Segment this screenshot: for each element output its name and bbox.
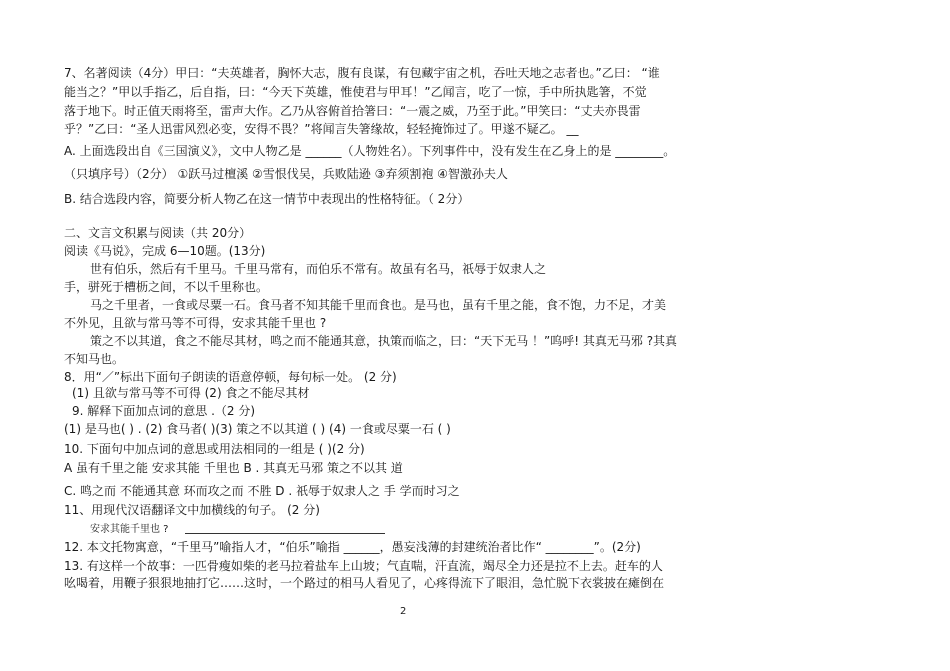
q10-options-ab: A 虽有千里之能 安求其能 千里也 B . 其真无马邪 策之不以其 道 (64, 461, 403, 475)
q7-part-a-options: （只填序号）（2分） ①跃马过檀溪 ②雪恨伐吴，兵败陆逊 ③弃须割袍 ④智激孙夫人 (64, 167, 508, 181)
passage-para-1-line-2: 手，骈死于槽枥之间，不以千里称也。 (64, 280, 269, 294)
q9-prompt: 9. 解释下面加点词的意思 .（2 分) (72, 404, 256, 418)
passage-para-3-line-1: 策之不以其道，食之不能尽其材，鸣之而不能通其意，执策而临之，曰：“天下无马 ！”呜呼! 其真无马邪 ?其真 (90, 334, 678, 348)
q7-line-2: 能当之？”甲以手指乙，后自指，曰：“今天下英雄，惟使君与甲耳！”乙闻言，吃了一惊，手中所执匙箸，不觉 (64, 85, 647, 99)
q8-prompt: 8．用“／”标出下面句子朗读的语意停顿，每句标一处。 (2 分) (64, 370, 397, 384)
q13-line-1: 13. 有这样一个故事：一匹骨瘦如柴的老马拉着盐车上山坡；气直喘，汗直流，竭尽全力还是拉不上去。赶车的人 (64, 559, 663, 573)
q10-prompt: 10. 下面句中加点词的意思或用法相同的一组是 ( )(2 分) (64, 442, 365, 456)
q13-line-2: 吆喝着，用鞭子狠狠地抽打它……这时，一个路过的相马人看见了，心疼得流下了眼泪，急忙脱下衣裳披在瘫倒在 (64, 576, 665, 590)
q11-prompt: 11、用现代汉语翻译文中加横线的句子。 (2 分) (64, 503, 320, 517)
section-2-heading: 二、文言文积累与阅读（共 20分） (64, 226, 252, 240)
passage-para-2-line-1: 马之千里者，一食或尽粟一石。食马者不知其能千里而食也。是马也，虽有千里之能，食不饱，力不足，才美 (90, 298, 667, 312)
q7-line-4: 乎？”乙曰：“圣人迅雷风烈必变，安得不畏？”将闻言失箸缘故，轻轻掩饰过了。甲遂不疑乙。 __ (64, 122, 579, 136)
q7-part-a: A. 上面选段出自《三国演义》，文中人物乙是 ______（人物姓名）。下列事件中，没有发生在乙身上的是 ________。 (64, 144, 676, 158)
q7-line-3: 落于地下。时正值天雨将至，雷声大作。乙乃从容俯首拾箸曰：“一震之威，乃至于此。”甲笑曰：“丈夫亦畏雷 (64, 104, 641, 118)
page-number: 2 (400, 606, 407, 617)
q8-items: (1) 且欲与常马等不可得 (2) 食之不能尽其材 (72, 386, 310, 400)
q11-sentence: 安求其能千里也 ? (90, 524, 169, 535)
q12-prompt: 12. 本文托物寓意，“千里马”喻指人才，“伯乐”喻指 ______，愚妄浅薄的封建统治者比作“ ________”。(2分) (64, 540, 641, 554)
q9-items: (1) 是马也( ) . (2) 食马者( )(3) 策之不以其道 ( ) (4) 一食或尽粟一石 ( ) (64, 422, 451, 436)
passage-para-2-line-2: 不外见，且欲与常马等不可得，安求其能千里也 ? (64, 316, 327, 330)
q7-line-1: 7、名著阅读（4分）甲曰：“夫英雄者，胸怀大志，腹有良谋，有包藏宇宙之机，吞吐天地之志者也。”乙曰： “谁 (64, 66, 660, 80)
passage-para-3-line-2: 不知马也。 (64, 352, 125, 366)
q7-part-b: B. 结合选段内容，简要分析人物乙在这一情节中表现出的性格特征。（ 2分） (64, 192, 470, 206)
q11-answer-line (185, 533, 385, 534)
passage-para-1-line-1: 世有伯乐，然后有千里马。千里马常有，而伯乐不常有。故虽有名马，祇辱于奴隶人之 (90, 262, 547, 276)
reading-instruction: 阅读《马说》，完成 6—10题。(13分) (64, 244, 266, 258)
q10-options-cd: C. 鸣之而 不能通其意 环而攻之而 不胜 D . 祇辱于奴隶人之 手 学而时习之 (64, 484, 460, 498)
